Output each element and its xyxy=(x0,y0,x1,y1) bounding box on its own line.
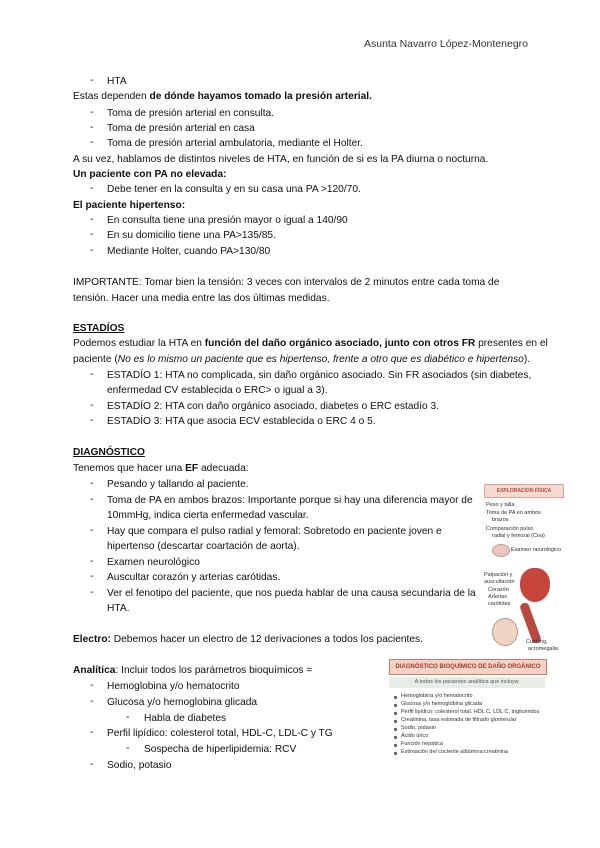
bullet-dot xyxy=(394,696,397,699)
text-line: Examen neurológico xyxy=(107,557,200,568)
text-line: paciente (No es lo mismo un paciente que es hipertenso, frente a otro que es diabético e hipertenso). xyxy=(73,354,531,365)
text-line: Tenemos que hacer una EF adecuada: xyxy=(73,463,249,474)
bullet-dash: - xyxy=(90,183,94,194)
figure-item: Función hepática xyxy=(401,741,443,747)
bullet-dash: - xyxy=(90,759,94,770)
bullet-dot xyxy=(394,728,397,731)
text-line: HTA xyxy=(107,76,127,87)
text-line: 10mmHg, indica cierta enfermedad vascular. xyxy=(107,510,309,521)
bullet-dash: - xyxy=(126,712,130,723)
figure-item: brazos xyxy=(492,517,509,523)
text-line: Auscultar corazón y arterias carótidas. xyxy=(107,572,281,583)
text-line: Podemos estudiar la HTA en función del daño orgánico asociado, junto con otros FR presentes en el xyxy=(73,338,548,349)
text-line: Electro: Debemos hacer un electro de 12 derivaciones a todos los pacientes. xyxy=(73,634,423,645)
figure-item: Perfil lipídico: colesterol total, HDL C, LDL C, triglicéridos xyxy=(401,709,540,715)
bullet-dot xyxy=(394,720,397,723)
author-header: Asunta Navarro López-Montenegro xyxy=(363,38,528,50)
bullet-dash: - xyxy=(90,727,94,738)
bullet-dot xyxy=(394,712,397,715)
text-line: Habla de diabetes xyxy=(144,713,227,724)
figure-item: Hemoglobina y/o hematocrito xyxy=(401,693,473,699)
text-line: Sodio, potasio xyxy=(107,760,172,771)
text-line: Mediante Holter, cuando PA>130/80 xyxy=(107,246,271,257)
bullet-dash: - xyxy=(90,587,94,598)
text-line: tensión. Hacer una media entre las dos últimas medidas. xyxy=(73,293,330,304)
text-line: Hay que compara el pulso radial y femoral: Sobretodo en paciente joven e xyxy=(107,526,442,537)
text-line: El paciente hipertenso: xyxy=(73,200,186,211)
bullet-dash: - xyxy=(90,556,94,567)
figure-item: Toma de PA en ambos xyxy=(486,510,541,516)
bullet-dash: - xyxy=(90,369,94,380)
figure-item: auscultación xyxy=(484,579,515,585)
section-heading: DIAGNÓSTICO xyxy=(73,447,145,458)
biochemical-diagnosis-figure xyxy=(389,659,547,767)
bullet-dash: - xyxy=(90,214,94,225)
figure-subtitle: A todos los pacientes analítica que incluya: xyxy=(389,677,545,688)
bullet-dash: - xyxy=(90,478,94,489)
bullet-dash: - xyxy=(90,229,94,240)
text-line: HTA. xyxy=(107,603,130,614)
figure-item: radial y femoral (Coa) xyxy=(492,533,545,539)
bullet-dot xyxy=(394,752,397,755)
figure-item: Examen neurológico xyxy=(511,547,562,553)
text-line: Un paciente con PA no elevada: xyxy=(73,169,227,180)
text-line: Hemoglobina y/o hematocrito xyxy=(107,681,240,692)
text-line: IMPORTANTE: Tomar bien la tensión: 3 veces con intervalos de 2 minutos entre cada toma de xyxy=(73,277,500,288)
bullet-dash: - xyxy=(126,743,130,754)
bullet-dash: - xyxy=(90,415,94,426)
text-line: Toma de presión arterial en casa xyxy=(107,123,255,134)
bullet-dash: - xyxy=(90,137,94,148)
figure-item: Ácido úrico xyxy=(401,733,429,739)
figure-item: Glucosa y/o hemoglobina glicada xyxy=(401,701,483,707)
bullet-dash: - xyxy=(90,400,94,411)
arm-icon xyxy=(519,602,542,645)
bullet-dash: - xyxy=(90,680,94,691)
text-line: Toma de presión arterial ambulatoria, mediante el Holter. xyxy=(107,138,363,149)
bullet-dash: - xyxy=(90,525,94,536)
text-line: Ver el fenotipo del paciente, que nos pueda hablar de una causa secundaria de la xyxy=(107,588,476,599)
bullet-dot xyxy=(394,736,397,739)
bullet-dash: - xyxy=(90,696,94,707)
brain-icon xyxy=(492,544,510,557)
text-line: enfermedad CV establecida o ERC> o igual a 3). xyxy=(107,385,328,396)
text-line: ESTADÍO 1: HTA no complicada, sin daño orgánico asociado. Sin FR asociados (sin diabetes, xyxy=(107,370,532,381)
text-line: hipertenso (descartar coartación de aorta). xyxy=(107,541,300,552)
figure-item: Comparación pulso xyxy=(486,526,534,532)
text-line: Glucosa y/o hemoglobina glicada xyxy=(107,697,258,708)
bullet-dash: - xyxy=(90,494,94,505)
text-line: Pesando y tallando al paciente. xyxy=(107,479,249,490)
figure-item: Estimación del cociente albúmina:creatinina xyxy=(401,749,509,755)
text-line: ESTADÍO 2: HTA con daño orgánico asociado, diabetes o ERC estadío 3. xyxy=(107,401,440,412)
text-line: En consulta tiene una presión mayor o igual a 140/90 xyxy=(107,215,348,226)
figure-title: EXPLORACIÓN FÍSICA xyxy=(484,484,564,498)
face-icon xyxy=(492,618,518,646)
text-line: Analítica: Incluir todos los parámetros bioquímicos = xyxy=(73,665,313,676)
bullet-dot xyxy=(394,704,397,707)
figure-item: Corazón xyxy=(488,587,509,593)
text-line: Perfil lipídico: colesterol total, HDL-C, LDL-C y TG xyxy=(107,728,333,739)
bullet-dash: - xyxy=(90,571,94,582)
text-line: En su domicilio tiene una PA>135/85. xyxy=(107,230,276,241)
text-line: ESTADÍO 3: HTA que asocia ECV establecida o ERC 4 o 5. xyxy=(107,416,376,427)
figure-title: DIAGNÓSTICO BIOQUÍMICO DE DAÑO ORGÁNICO xyxy=(389,659,547,675)
figure-item: Cushing, xyxy=(526,639,548,645)
bullet-dot xyxy=(394,744,397,747)
section-heading: ESTADÍOS xyxy=(73,323,125,334)
text-line: A su vez, hablamos de distintos niveles de HTA, en función de si es la PA diurna o nocturna. xyxy=(73,154,489,165)
figure-item: Arterias xyxy=(488,594,507,600)
bullet-dash: - xyxy=(90,107,94,118)
figure-item: Creatinina, tasa estimada de filtrado glomerular xyxy=(401,717,517,723)
figure-item: carótidas xyxy=(488,601,511,607)
physical-exam-figure xyxy=(484,484,564,656)
text-line: Sospecha de hiperlipidemia: RCV xyxy=(144,744,297,755)
figure-item: Palpación y xyxy=(484,572,513,578)
text-line: Estas dependen de dónde hayamos tomado la presión arterial. xyxy=(73,91,372,102)
text-line: Toma de PA en ambos brazos: Importante porque si hay una diferencia mayor de xyxy=(107,495,473,506)
heart-icon xyxy=(520,568,550,602)
text-line: Debe tener en la consulta y en su casa una PA >120/70. xyxy=(107,184,361,195)
text-line: Toma de presión arterial en consulta. xyxy=(107,108,275,119)
bullet-dash: - xyxy=(90,122,94,133)
bullet-dash: - xyxy=(90,245,94,256)
figure-item: acromegalia xyxy=(528,646,558,652)
figure-item: Peso y talla xyxy=(486,502,515,508)
figure-item: Sodio, potasio xyxy=(401,725,436,731)
bullet-dash: - xyxy=(90,75,94,86)
